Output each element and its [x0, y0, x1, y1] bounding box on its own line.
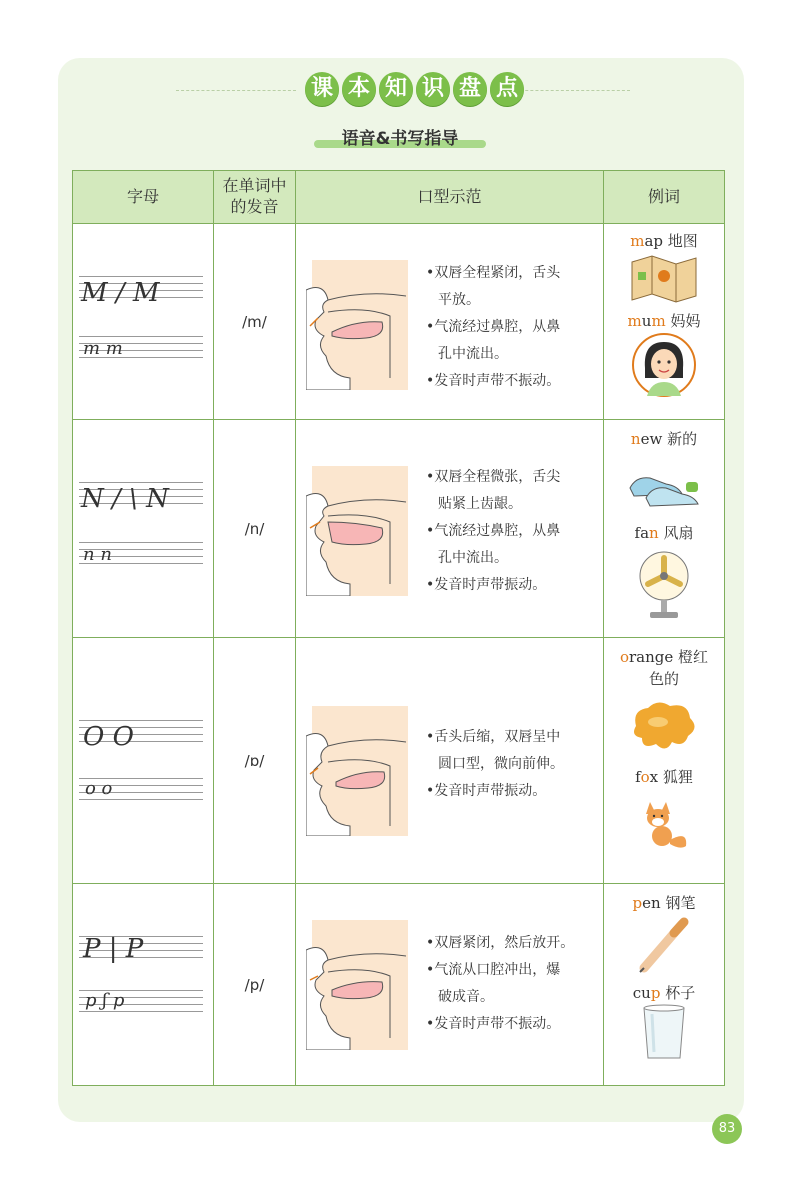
phonetic-symbol: /ɒ/ [214, 638, 296, 884]
title-char: 知 [379, 72, 413, 106]
phonetic-symbol: /n/ [214, 420, 296, 638]
example-word: orange 橙红 色的 [619, 648, 709, 688]
table-row [73, 420, 725, 638]
header-sound-line1: 在单词中 [222, 176, 287, 196]
title-char: 识 [416, 72, 450, 106]
title-char: 本 [342, 72, 376, 106]
desc-line: 孔中流出。 [438, 550, 508, 566]
mouth-cell [296, 224, 604, 420]
title-divider-right [510, 90, 630, 91]
header-mouth: 口型示范 [296, 171, 604, 224]
header-letter: 字母 [73, 171, 214, 224]
desc-line: 贴紧上齿龈。 [438, 496, 522, 512]
articulation-description [426, 464, 599, 599]
articulation-description [426, 724, 599, 805]
table-row [73, 638, 725, 884]
title-char: 课 [305, 72, 339, 106]
phonetic-symbol: /m/ [214, 224, 296, 420]
letter-cell [73, 638, 214, 884]
desc-line: •发音时声带不振动。 [426, 373, 561, 389]
mouth-cell [296, 884, 604, 1086]
subtitle: 语音&书写指导 [341, 129, 459, 149]
desc-line: 平放。 [438, 292, 480, 308]
mother-icon [631, 332, 697, 398]
uppercase-letters: M / M [81, 278, 160, 308]
pen-icon [634, 914, 694, 976]
example-word: cup 杯子 [632, 984, 696, 1002]
articulation-description [426, 930, 599, 1038]
table-row [73, 884, 725, 1086]
letter-cell [73, 884, 214, 1086]
desc-line: •气流从口腔冲出，爆 [426, 962, 561, 978]
desc-line: •气流经过鼻腔，从鼻 [426, 523, 561, 539]
example-word: fan 风扇 [634, 524, 694, 542]
desc-line: •双唇全程紧闭，舌头 [426, 265, 561, 281]
cup-icon [638, 1004, 690, 1062]
orange-splash-icon [628, 696, 700, 758]
desc-line: •双唇全程微张，舌尖 [426, 469, 561, 485]
mouth-diagram [306, 260, 408, 390]
desc-line: 破成音。 [438, 989, 494, 1005]
phonetic-symbol: /p/ [214, 884, 296, 1086]
lowercase-letters: n n [83, 544, 112, 565]
title-char: 盘 [453, 72, 487, 106]
example-word: mum 妈妈 [627, 312, 701, 330]
desc-line: 圆口型，微向前伸。 [438, 756, 564, 772]
sneakers-icon [626, 458, 702, 514]
header-examples: 例词 [604, 171, 725, 224]
fan-icon [634, 548, 694, 622]
lowercase-letters: o o [85, 778, 113, 799]
mouth-diagram [306, 466, 408, 596]
subtitle-block [310, 124, 490, 149]
desc-line: •气流经过鼻腔，从鼻 [426, 319, 561, 335]
desc-line: •舌头后缩，双唇呈中 [426, 729, 561, 745]
lowercase-letters: p ʃ p [85, 990, 125, 1011]
table-row [73, 224, 725, 420]
desc-line: •发音时声带振动。 [426, 577, 547, 593]
letter-cell [73, 224, 214, 420]
desc-line: •发音时声带振动。 [426, 783, 547, 799]
uppercase-letters: P | P [83, 934, 144, 964]
lowercase-letters: m m [83, 338, 123, 359]
examples-cell [604, 884, 725, 1086]
example-word: map 地图 [630, 232, 698, 250]
desc-line: 孔中流出。 [438, 346, 508, 362]
header-sound [214, 171, 296, 224]
examples-cell [604, 638, 725, 884]
desc-line: •发音时声带不振动。 [426, 1016, 561, 1032]
table-header-row [73, 171, 725, 224]
letter-cell [73, 420, 214, 638]
desc-line: •双唇紧闭，然后放开。 [426, 935, 575, 951]
section-title [305, 72, 524, 106]
examples-cell [604, 224, 725, 420]
mouth-diagram [306, 920, 408, 1050]
map-icon [628, 252, 700, 304]
articulation-description [426, 260, 599, 395]
mouth-diagram [306, 706, 408, 836]
example-word: new 新的 [630, 430, 698, 448]
header-sound-line2: 的发音 [230, 197, 279, 216]
fox-icon [636, 794, 692, 852]
mouth-cell [296, 638, 604, 884]
uppercase-letters: N / \ N [81, 484, 169, 514]
example-word: pen 钢笔 [632, 894, 696, 912]
mouth-cell [296, 420, 604, 638]
title-divider-left [176, 90, 296, 91]
page-number: 83 [712, 1114, 742, 1144]
examples-cell [604, 420, 725, 638]
uppercase-letters: O O [83, 722, 134, 752]
example-word: fox 狐狸 [635, 768, 693, 786]
phonics-table [72, 170, 725, 1086]
title-char: 点 [490, 72, 524, 106]
